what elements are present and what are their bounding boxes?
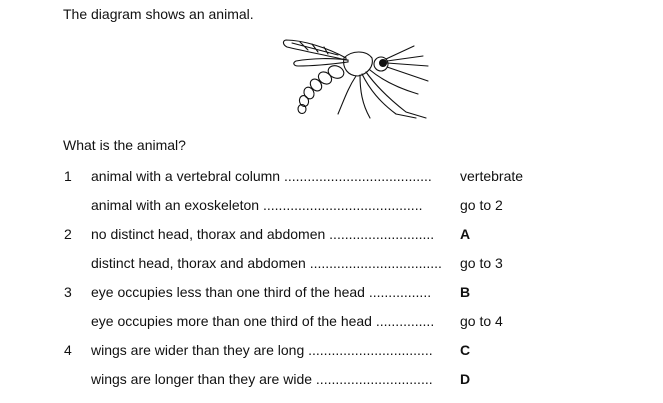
- step-number: 3: [64, 284, 72, 300]
- key-outcome: B: [460, 284, 471, 300]
- key-description: animal with a vertebral column ......................................: [91, 168, 432, 184]
- key-description: animal with an exoskeleton .........................................: [91, 197, 423, 213]
- key-description: no distinct head, thorax and abdomen ...........................: [91, 226, 435, 242]
- key-description: eye occupies less than one third of the head ................: [91, 284, 432, 300]
- leader-dots: .........................................: [263, 197, 423, 213]
- key-outcome: go to 4: [460, 313, 503, 329]
- key-outcome: A: [460, 226, 471, 242]
- step-number: 4: [64, 342, 72, 358]
- intro-text: The diagram shows an animal.: [63, 6, 254, 22]
- step-number: 1: [64, 168, 72, 184]
- question-text: What is the animal?: [63, 137, 186, 153]
- key-outcome: go to 2: [460, 197, 503, 213]
- key-outcome: C: [460, 342, 471, 358]
- key-description: eye occupies more than one third of the head ...............: [91, 313, 435, 329]
- key-outcome: D: [460, 371, 471, 387]
- leader-dots: ..............................: [315, 371, 433, 387]
- key-outcome: go to 3: [460, 255, 503, 271]
- key-description: wings are wider than they are long ................................: [91, 342, 433, 358]
- leader-dots: ......................................: [283, 168, 432, 184]
- leader-dots: ...........................: [329, 226, 435, 242]
- key-description: wings are longer than they are wide ..............................: [91, 371, 433, 387]
- leader-dots: ................: [368, 284, 432, 300]
- key-description: distinct head, thorax and abdomen ..................................: [91, 255, 442, 271]
- mosquito-illustration: [278, 34, 438, 120]
- step-number: 2: [64, 226, 72, 242]
- leader-dots: ................................: [308, 342, 433, 358]
- leader-dots: ...............: [375, 313, 435, 329]
- key-outcome: vertebrate: [460, 168, 524, 184]
- leader-dots: ..................................: [309, 255, 442, 271]
